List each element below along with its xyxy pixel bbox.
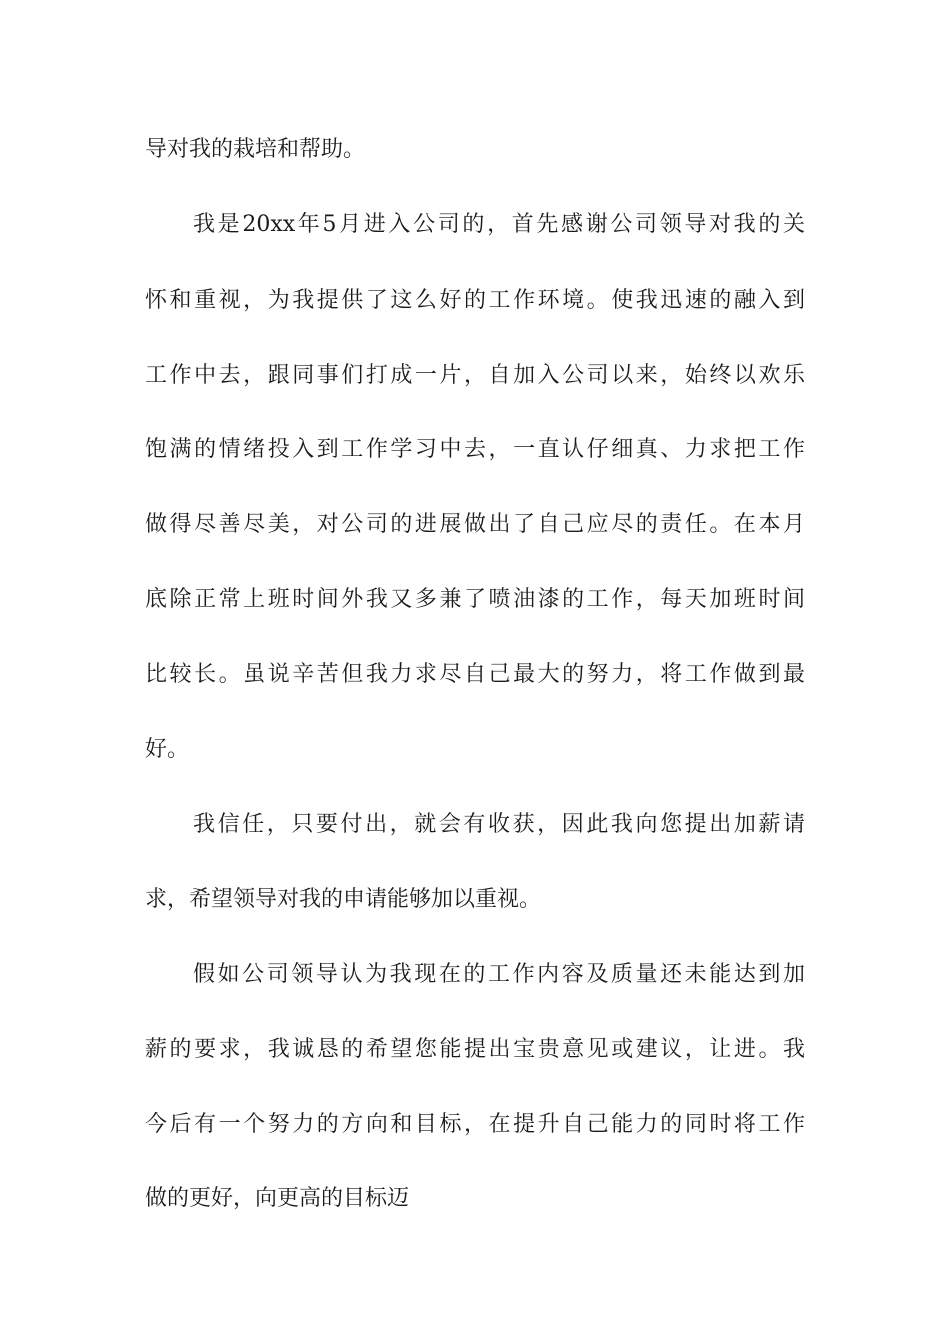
text-line: 底除正常上班时间外我又多兼了喷油漆的工作，每天加班时间 [145,587,805,612]
text-line: 工作中去，跟同事们打成一片，自加入公司以来，始终以欢乐 [145,363,805,388]
text-line: 做得尽善尽美，对公司的进展做出了自己应尽的责任。在本月 [145,512,805,537]
paragraph-first-line: 我信任，只要付出，就会有收获，因此我向您提出加薪请 [193,812,805,837]
text-line: 导对我的栽培和帮助。 [145,137,366,162]
text-line: 比较长。虽说辛苦但我力求尽自己最大的努力，将工作做到最 [145,662,805,687]
paragraph-first-line: 我是20xx年5月进入公司的，首先感谢公司领导对我的关 [193,212,805,237]
text-line: 薪的要求，我诚恳的希望您能提出宝贵意见或建议，让进。我 [145,1037,805,1062]
paragraph-first-line: 假如公司领导认为我现在的工作内容及质量还未能达到加 [193,962,805,987]
text-line: 求，希望领导对我的申请能够加以重视。 [145,887,542,912]
text-line: 今后有一个努力的方向和目标，在提升自己能力的同时将工作 [145,1112,805,1137]
text-line: 好。 [145,737,190,762]
text-line: 怀和重视，为我提供了这么好的工作环境。使我迅速的融入到 [145,288,805,313]
text-line: 做的更好，向更高的目标迈 [145,1186,410,1211]
text-line: 饱满的情绪投入到工作学习中去，一直认仔细真、力求把工作 [145,437,805,462]
